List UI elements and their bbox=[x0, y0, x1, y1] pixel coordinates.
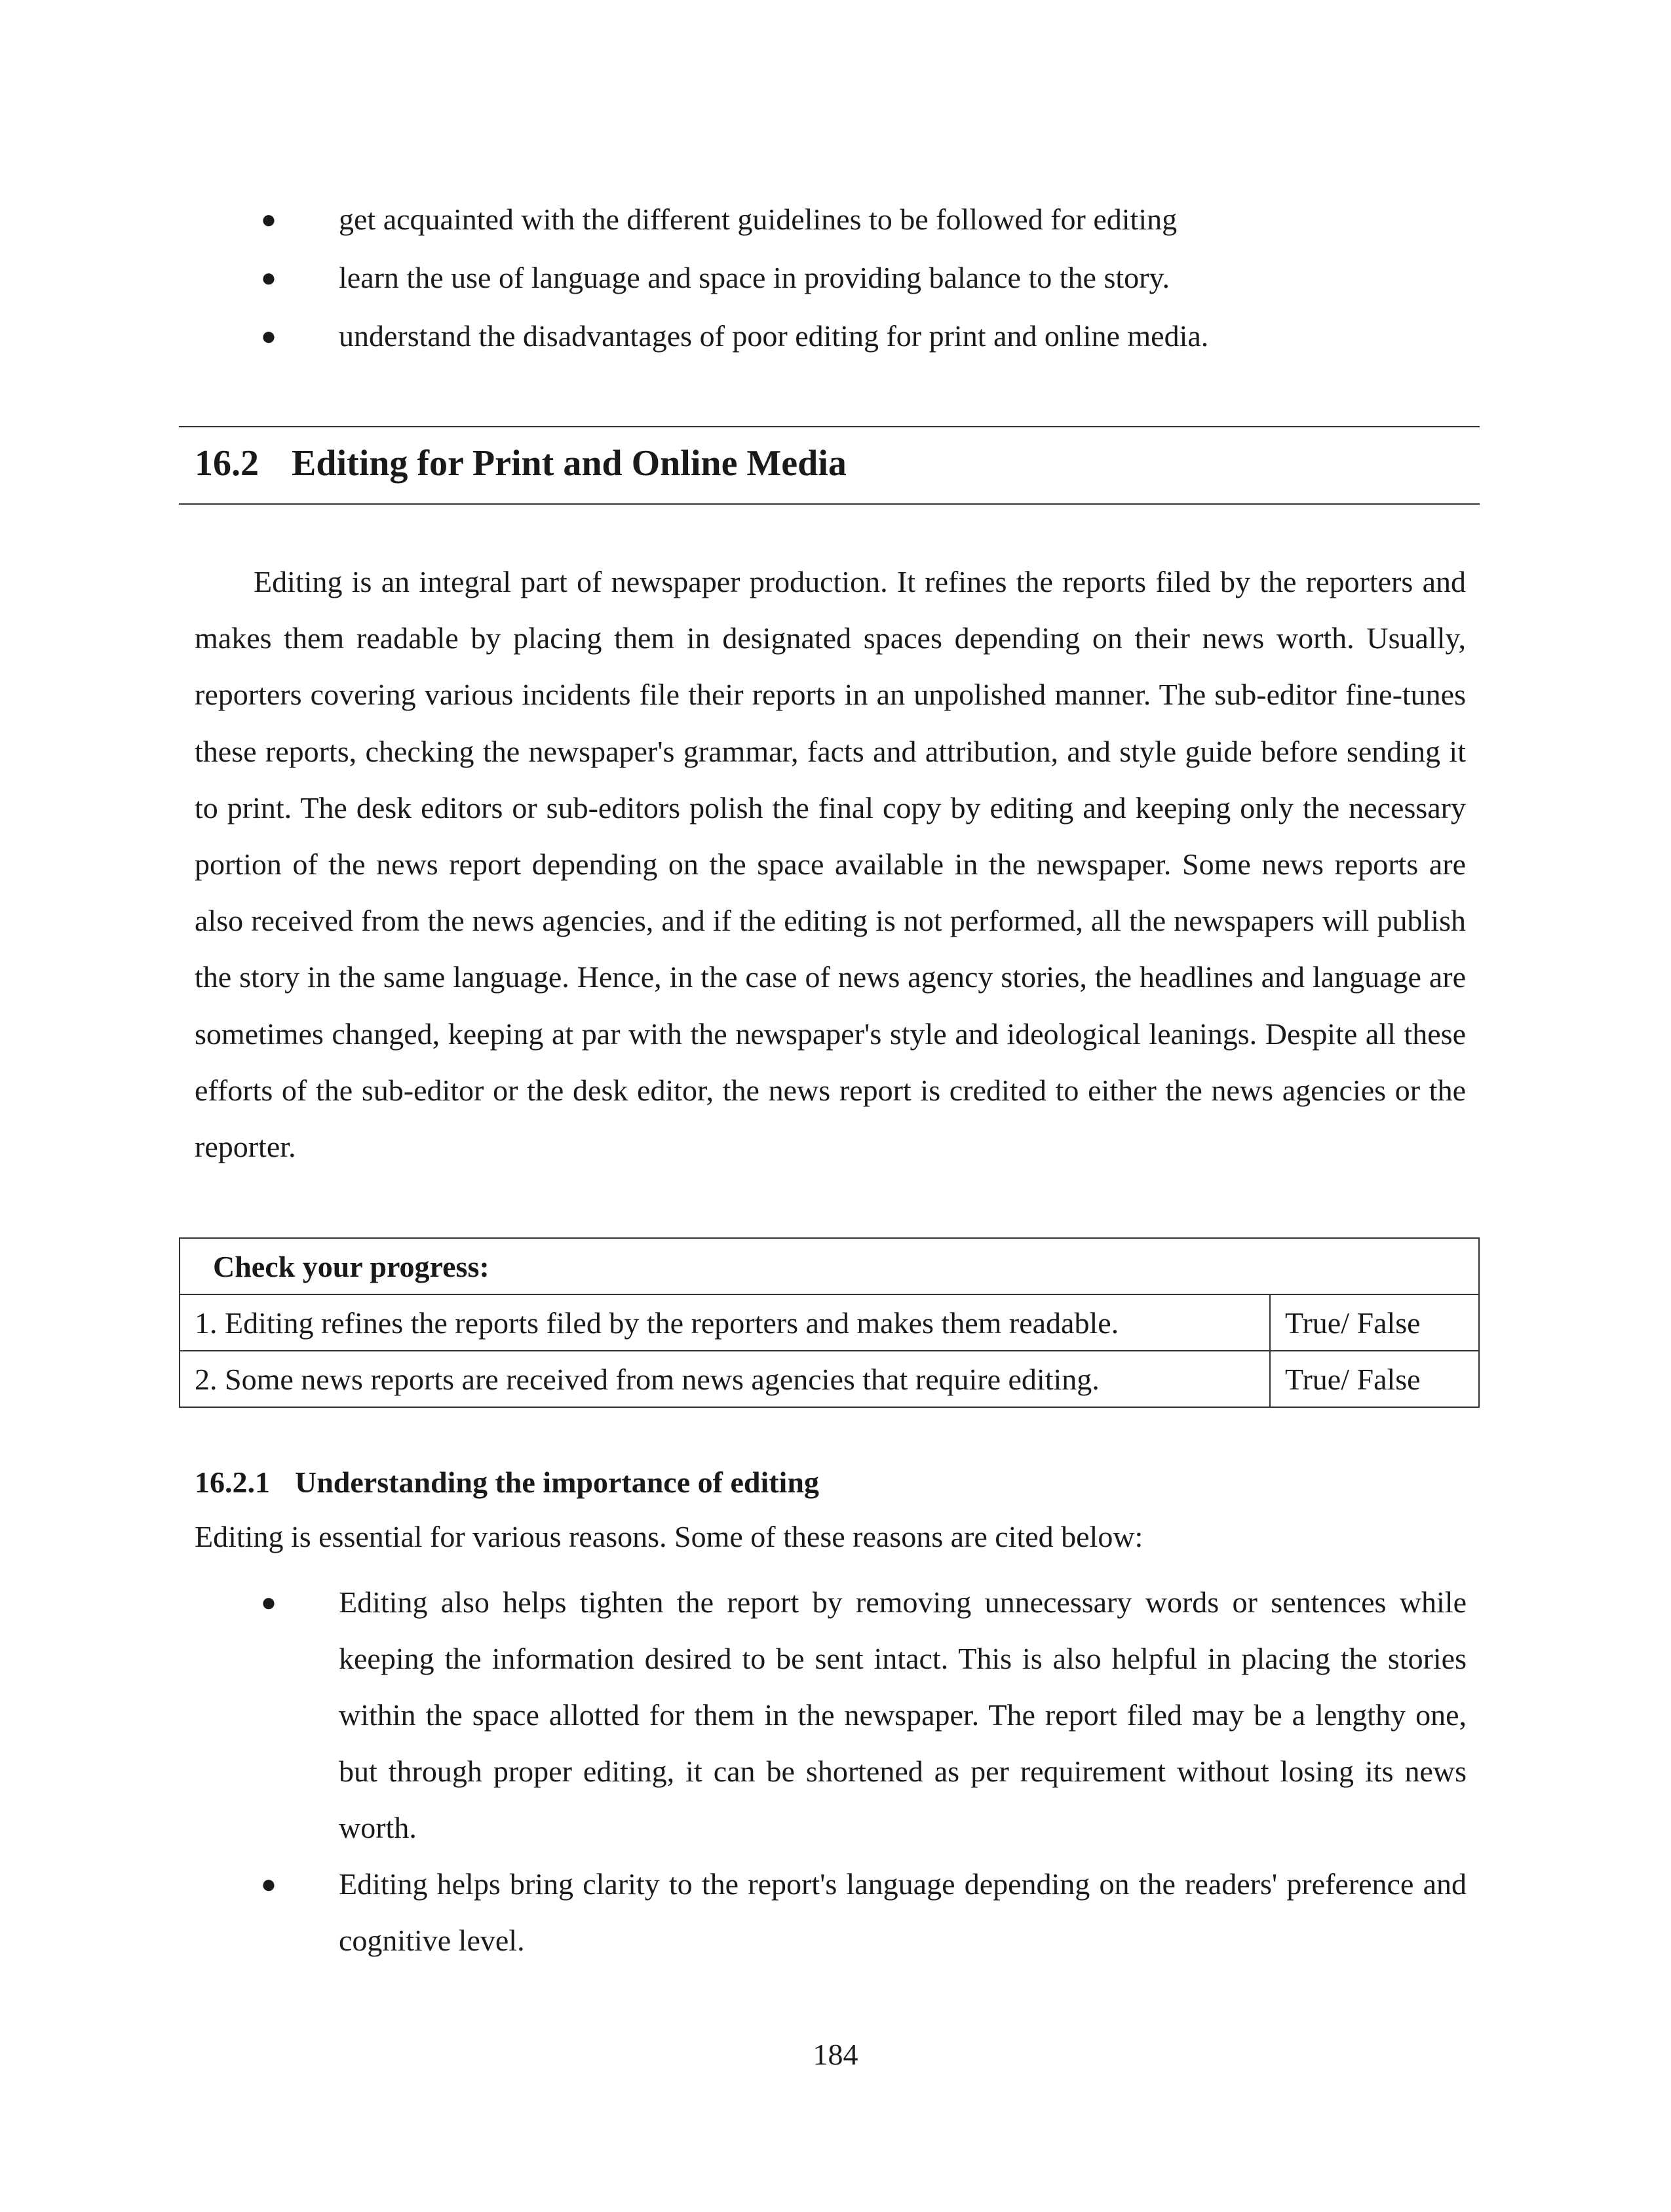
section-title: Editing for Print and Online Media bbox=[292, 443, 847, 484]
objective-item: ● learn the use of language and space in providing balance to the story. bbox=[242, 248, 1474, 307]
subsection-heading bbox=[195, 1465, 819, 1500]
bullet-icon: ● bbox=[260, 204, 277, 234]
page-number: 184 bbox=[813, 2038, 858, 2071]
section-number: 16.2 bbox=[195, 443, 259, 484]
section-paragraph: Editing is an integral part of newspaper production. It refines the reports filed by the reporters and makes them readable by placing them in designated spaces depending on their news worth. Usually, reporters covering various incidents file their reports in an unpolished manner. The sub-editor fine-tunes these reports, checking the newspaper's grammar, facts and attribution, and style guide before sending it to print. The desk editors or sub-editors polish the final copy by editing and keeping only the necessary portion of the news report depending on the space available in the newspaper. Some news reports are also received from the news agencies, and if the editing is not performed, all the newspapers will publish the story in the same language. Hence, in the case of news agency stories, the headlines and language are sometimes changed, keeping at par with the newspaper's style and ideological leanings. Despite all these efforts of the sub-editor or the desk editor, the news report is credited to either the news agencies or the reporter. bbox=[195, 565, 1466, 1164]
table-row bbox=[180, 1351, 1479, 1407]
bullet-icon: ● bbox=[260, 1869, 277, 1899]
objectives-list bbox=[242, 190, 1474, 365]
check-progress-table bbox=[179, 1237, 1480, 1408]
subsection-intro: Editing is essential for various reasons. Some of these reasons are cited below: bbox=[195, 1520, 1143, 1553]
bullet-icon: ● bbox=[260, 321, 277, 351]
objective-item: ● get acquainted with the different guidelines to be followed for editing bbox=[242, 190, 1474, 248]
progress-answer: True/ False bbox=[1270, 1351, 1479, 1407]
progress-question: 1. Editing refines the reports filed by the reporters and makes them readable. bbox=[180, 1294, 1270, 1351]
subsection-title: Understanding the importance of editing bbox=[295, 1465, 819, 1499]
section-heading bbox=[195, 442, 847, 484]
table-row bbox=[180, 1294, 1479, 1351]
objective-item: ● understand the disadvantages of poor editing for print and online media. bbox=[242, 307, 1474, 365]
section-top-rule bbox=[179, 426, 1480, 427]
subsection-number: 16.2.1 bbox=[195, 1465, 270, 1499]
progress-answer: True/ False bbox=[1270, 1294, 1479, 1351]
reason-item: ● Editing also helps tighten the report by removing unnecessary words or sentences while keeping the information desired to be sent intact. This is also helpful in placing the stories within the space allotted for them in the newspaper. The report filed may be a lengthy one, but through proper editing, it can be shortened as per requirement without losing its news worth. bbox=[242, 1574, 1467, 1856]
reasons-list bbox=[242, 1574, 1467, 1969]
reason-item: ● Editing helps bring clarity to the report's language depending on the readers' preference and cognitive level. bbox=[242, 1856, 1467, 1969]
progress-question: 2. Some news reports are received from news agencies that require editing. bbox=[180, 1351, 1270, 1407]
progress-heading: Check your progress: bbox=[180, 1238, 1479, 1294]
bullet-icon: ● bbox=[260, 263, 277, 292]
progress-header-row bbox=[180, 1238, 1479, 1294]
bullet-icon: ● bbox=[260, 1587, 277, 1617]
section-bottom-rule bbox=[179, 503, 1480, 505]
